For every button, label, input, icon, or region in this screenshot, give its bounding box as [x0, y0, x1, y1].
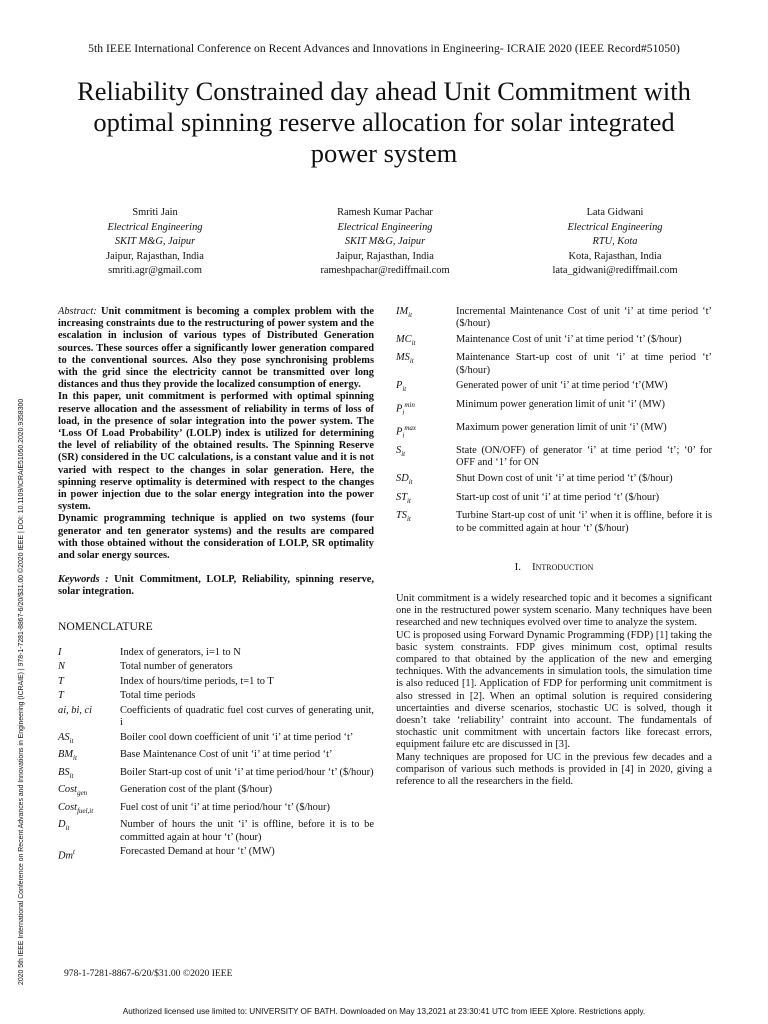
nomenclature-symbol — [58, 732, 120, 747]
nomenclature-row — [58, 802, 374, 817]
nomenclature-symbol — [58, 846, 120, 863]
nomenclature-definition: Shut Down cost of unit ‘i’ at time period ‘t’ ($/hour) — [456, 473, 673, 485]
nomenclature-definition: Forecasted Demand at hour ‘t’ (MW) — [120, 846, 275, 858]
symbol-base: BS — [58, 766, 70, 778]
symbol-subscript: i — [402, 431, 405, 440]
nomenclature-definition: Maintenance Cost of unit ‘i’ at time period ‘t’ ($/hour) — [456, 333, 682, 345]
symbol-base: ST — [396, 491, 407, 503]
author-dept: Electrical Engineering — [337, 221, 433, 233]
nomenclature-definition: Incremental Maintenance Cost of unit ‘i’ at time period ‘t’ ($/hour) — [456, 306, 712, 330]
symbol-base: MC — [396, 333, 412, 345]
author-org: SKIT M&G, Jaipur — [344, 236, 426, 248]
symbol-superscript: min — [404, 400, 415, 409]
nomenclature-row — [396, 445, 712, 469]
keywords — [58, 574, 374, 598]
symbol-subscript: it — [406, 496, 411, 505]
author-dept: Electrical Engineering — [567, 221, 663, 233]
symbol-base: IM — [396, 306, 409, 317]
author-name: Lata Gidwani — [586, 207, 644, 218]
nomenclature-symbol — [396, 422, 456, 442]
nomenclature-definition: Boiler Start-up cost of unit ‘i’ at time period/hour ‘t’ ($/hour) — [120, 766, 374, 778]
nomenclature-row — [396, 334, 712, 349]
symbol-subscript: it — [69, 736, 74, 745]
author-dept: Electrical Engineering — [107, 221, 203, 233]
nomenclature-symbol — [396, 510, 456, 534]
nomenclature-row — [58, 732, 374, 747]
nomenclature-row — [396, 492, 712, 507]
nomenclature-symbol — [396, 306, 456, 330]
abstract-p2: In this paper, unit commitment is performed with optimal spinning reserve allocation and the assessment of reliability in terms of loss of load, in the presence of solar integration into the power system. The ‘Loss Of Load Probability’ (LOLP) index is utilized for determining the level of reliability of the obtained results. The Spinning Reserve (SR) considered in the UC calculations, is a constant value and it is not varied with respect to the changes in solar generation. Here, the spinning reserve optimality is determined with respect to the changes in power injection due to the solar energy integration into the power system. — [58, 391, 374, 513]
symbol-subscript: i — [402, 408, 405, 417]
nomenclature-row — [396, 473, 712, 488]
nomenclature-definition: Maximum power generation limit of unit ‘i’ (MW) — [456, 422, 667, 434]
symbol-base: S — [396, 445, 402, 457]
footer-isbn: 978-1-7281-8867-6/20/$31.00 ©2020 IEEE — [64, 968, 233, 979]
nomenclature-definition: Total number of generators — [120, 661, 233, 673]
nomenclature-symbol — [396, 399, 456, 419]
nomenclature-symbol — [58, 819, 120, 843]
nomenclature-row — [58, 749, 374, 764]
author-location: Kota, Rajasthan, India — [568, 250, 662, 262]
nomenclature-heading: NOMENCLATURE — [58, 619, 153, 633]
nomenclature-definition: Index of generators, i=1 to N — [120, 646, 241, 658]
conference-header: 5th IEEE International Conference on Recent Advances and Innovations in Engineering- ICRAIE 2020 (IEEE Record#51050) — [88, 42, 680, 55]
nomenclature-row — [58, 705, 374, 729]
author-email: lata_gidwani@rediffmail.com — [552, 265, 678, 277]
nomenclature-row — [396, 399, 712, 419]
nomenclature-symbol — [58, 749, 120, 764]
author-name: Smriti Jain — [132, 207, 178, 218]
nomenclature-symbol — [58, 767, 120, 782]
nomenclature-definition: Fuel cost of unit ‘i’ at time period/hour ‘t’ ($/hour) — [120, 801, 330, 813]
nomenclature-definition: Start-up cost of unit ‘i’ at time period ‘t’ ($/hour) — [456, 491, 660, 503]
keywords-label: Keywords : — [58, 574, 109, 586]
nomenclature-definition: Index of hours/time periods, t=1 to T — [120, 675, 274, 687]
section-heading-introduction — [396, 561, 712, 573]
symbol-base: N — [58, 661, 65, 673]
authors-block — [40, 206, 730, 279]
abstract-p1 — [58, 306, 374, 391]
nomenclature-symbol — [58, 647, 120, 659]
author-org: RTU, Kota — [592, 236, 638, 248]
nomenclature-symbol — [58, 705, 120, 729]
nomenclature-row — [58, 846, 374, 863]
nomenclature-row — [396, 380, 712, 395]
author-location: Jaipur, Rajasthan, India — [336, 250, 434, 262]
symbol-subscript: it — [408, 311, 413, 320]
symbol-subscript: fuel,it — [77, 806, 94, 815]
nomenclature-row — [58, 690, 374, 702]
symbol-base: Cost — [58, 784, 78, 796]
symbol-base: P — [396, 426, 403, 438]
symbol-base: P — [396, 403, 403, 415]
symbol-superscript: max — [404, 424, 416, 433]
nomenclature-row — [58, 767, 374, 782]
intro-p1: Unit commitment is a widely researched topic and it becomes a significant one in the restructured power system scenario. Many techniques have been researched and new techniques evolved over time to analyze the system. — [396, 592, 712, 629]
nomenclature-row — [58, 819, 374, 843]
author-location: Jaipur, Rajasthan, India — [106, 250, 204, 262]
nomenclature-row — [396, 422, 712, 442]
nomenclature-symbol — [396, 492, 456, 507]
author-email: rameshpachar@rediffmail.com — [320, 265, 450, 277]
nomenclature-list-right — [396, 306, 712, 535]
intro-p2: UC is proposed using Forward Dynamic Programming (FDP) [1] taking the basic system constraints. FDP gives minimum cost, optimal results compared to that obtained by the application of the new and emerging techniques. With the advancements in simulation tools, the simulation time is also reduced [1]. Application of FDP for performing unit commitment is also stressed in [2]. When an optimal solution is required considering uncertainties and diverse scenarios, stochastic UC is solved, though it doesn’t take ‘reliability’ contraint into account. The fundamentals of stochastic unit commitment with uncertain factors like forecast errors, equipment failure etc are discussed in [3]. — [396, 629, 712, 751]
symbol-base: BM — [58, 749, 74, 761]
author-name: Ramesh Kumar Pachar — [337, 207, 433, 218]
symbol-base: I — [58, 646, 62, 658]
symbol-base: D — [58, 819, 66, 831]
nomenclature-symbol — [396, 352, 456, 376]
symbol-subscript: it — [73, 754, 77, 763]
symbol-base: ai, bi, ci — [58, 704, 93, 716]
symbol-subscript: it — [408, 478, 413, 487]
symbol-subscript: it — [69, 771, 74, 780]
symbol-superscript: t — [73, 848, 75, 857]
nomenclature-definition: Total time periods — [120, 690, 196, 702]
nomenclature-definition: Turbine Start-up cost of unit ‘i’ when it is offline, before it is to be committed again at hour ‘t’ ($/hour) — [456, 510, 712, 534]
nomenclature-definition: Number of hours the unit ‘i’ is offline, before it is to be committed again at hour ‘t’ (hour) — [120, 819, 374, 843]
nomenclature-definition: Maintenance Start-up cost of unit ‘i’ at time period ‘t’ ($/hour) — [456, 352, 712, 376]
nomenclature-symbol — [58, 676, 120, 688]
author-org: SKIT M&G, Jaipur — [114, 236, 196, 248]
symbol-base: TS — [396, 510, 407, 522]
left-column — [58, 306, 374, 865]
side-doi-label: 2020 5th IEEE International Conference on Recent Advances and Innovations in Engineering (ICRAIE) | 978-1-7281-8867-6/20/$31.00 ©2020 IEEE | DOI: 10.1109/ICRAIE51050.2020.9358300 — [18, 398, 25, 985]
abstract — [58, 306, 374, 562]
nomenclature-row — [58, 661, 374, 673]
nomenclature-symbol — [396, 445, 456, 469]
author-2 — [270, 206, 500, 279]
nomenclature-row — [58, 784, 374, 799]
section-number: I. — [514, 560, 521, 573]
symbol-base: P — [396, 380, 403, 392]
nomenclature-row — [58, 676, 374, 688]
introduction-body — [396, 593, 712, 788]
right-column — [396, 306, 712, 788]
nomenclature-row — [396, 306, 712, 330]
author-3 — [500, 206, 730, 279]
nomenclature-definition: State (ON/OFF) of generator ‘i’ at time period ‘t’; ‘0’ for OFF and ‘1’ for ON — [456, 445, 712, 469]
abstract-p3: Dynamic programming technique is applied on two systems (four generator and ten generator systems) and the results are compared with those obtained without the consideration of LOLP, SR optimality and solar energy sources. — [58, 513, 374, 562]
nomenclature-definition: Boiler cool down coefficient of unit ‘i’ at time period ‘t’ — [120, 731, 354, 743]
symbol-base: Dm — [58, 850, 74, 862]
paper-title: Reliability Constrained day ahead Unit Commitment with optimal spinning reserve allocation for solar integrated power system — [77, 76, 691, 168]
author-1 — [40, 206, 270, 279]
symbol-base: T — [58, 690, 64, 702]
symbol-base: AS — [58, 731, 70, 743]
symbol-subscript: it — [65, 824, 70, 833]
nomenclature-definition: Minimum power generation limit of unit ‘i’ (MW) — [456, 398, 666, 410]
nomenclature-symbol — [58, 802, 120, 817]
symbol-subscript: it — [406, 515, 411, 524]
keywords-text: Unit Commitment, LOLP, Reliability, spinning reserve, solar integration. — [58, 574, 374, 598]
intro-p3: Many techniques are proposed for UC in the previous few decades and a comparison of various such methods is provided in [4] in 2020, giving a reference to all the researchers in the field. — [396, 751, 712, 788]
symbol-base: Cost — [58, 801, 78, 813]
nomenclature-definition: Generated power of unit ‘i’ at time period ‘t’(MW) — [456, 380, 668, 392]
symbol-subscript: it — [409, 357, 414, 366]
symbol-base: MS — [396, 352, 410, 364]
nomenclature-symbol — [396, 473, 456, 488]
symbol-subscript: gen — [77, 789, 88, 798]
nomenclature-list-left — [58, 647, 374, 863]
symbol-subscript: it — [411, 338, 416, 347]
nomenclature-symbol — [58, 690, 120, 702]
symbol-base: SD — [396, 473, 409, 485]
nomenclature-symbol — [396, 334, 456, 349]
nomenclature-definition: Generation cost of the plant ($/hour) — [120, 784, 273, 796]
symbol-subscript: it — [401, 450, 406, 459]
license-notice: Authorized licensed use limited to: UNIVERSITY OF BATH. Downloaded on May 13,2021 at 23:30:41 UTC from IEEE Xplore. Restrictions apply. — [122, 1007, 646, 1016]
abstract-text-1: Unit commitment is becoming a complex problem with the increasing constraints due to the restructuring of power system and the escalation in inclusion of various types of Distributed Generation sources. These sources offer a significantly lower generation compared to the conventional sources. Also they pose synchronising problems with the grid since the electricity cannot be transmitted over long distances and thus they provide the localized consumption of energy. — [58, 306, 374, 391]
nomenclature-definition: Base Maintenance Cost of unit ‘i’ at time period ‘t’ — [120, 749, 333, 761]
symbol-subscript: it — [402, 385, 407, 394]
nomenclature-symbol — [58, 784, 120, 799]
abstract-label: Abstract: — [58, 306, 97, 317]
nomenclature-symbol — [396, 380, 456, 395]
author-email: smriti.agr@gmail.com — [108, 265, 202, 277]
nomenclature-definition: Coefficients of quadratic fuel cost curves of generating unit, i — [120, 704, 374, 729]
nomenclature-row — [396, 352, 712, 376]
section-title: Introduction — [531, 560, 594, 573]
nomenclature-symbol — [58, 661, 120, 673]
nomenclature-row — [396, 510, 712, 534]
nomenclature-row — [58, 647, 374, 659]
symbol-base: T — [58, 675, 64, 687]
